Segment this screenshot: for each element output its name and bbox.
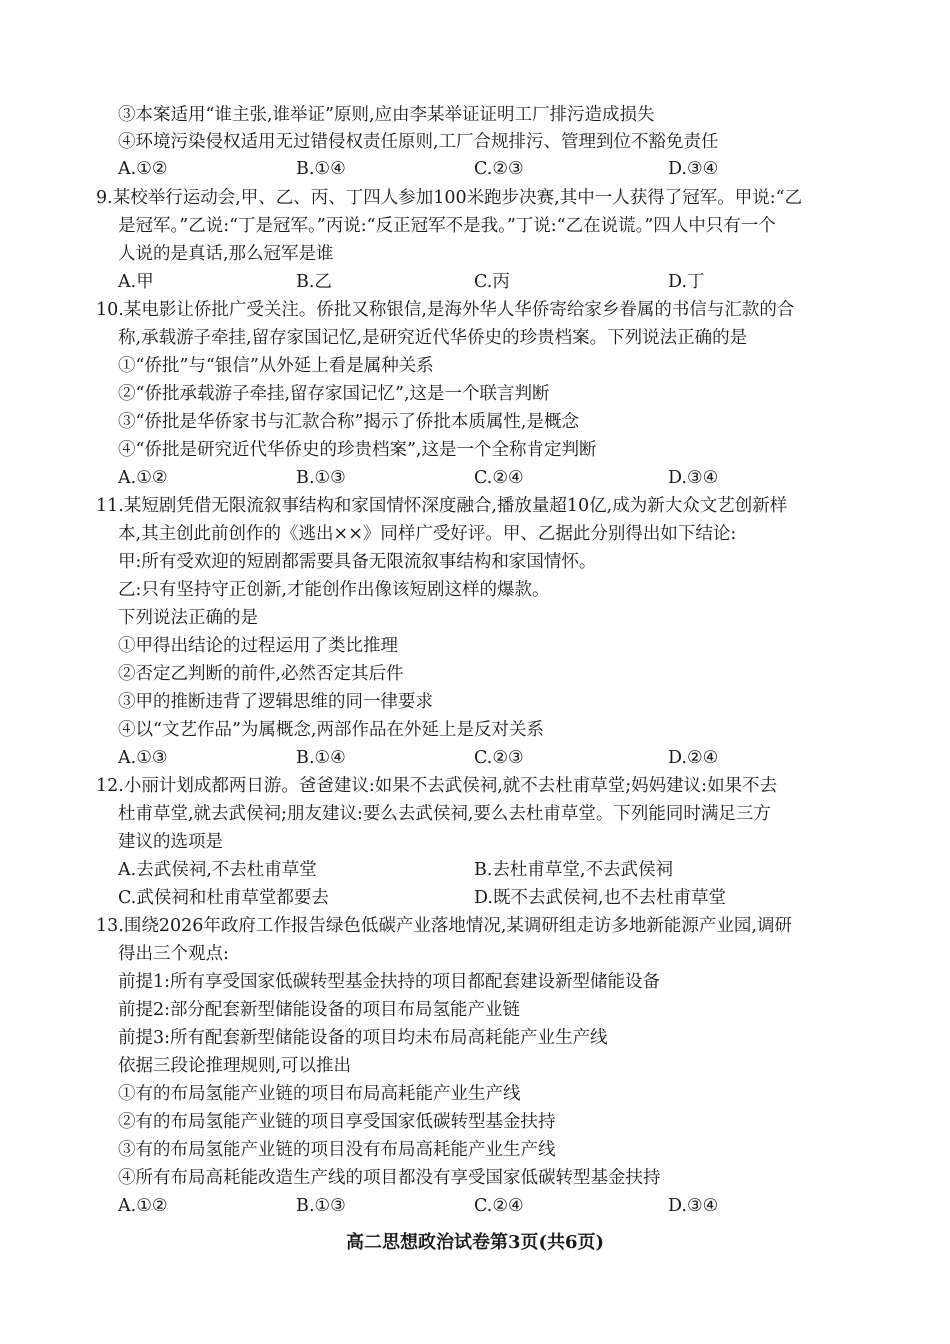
q11-statement-3: ③甲的推断违背了逻辑思维的同一律要求 xyxy=(118,692,433,712)
q9-stem-line-2: 是冠军。”乙说:“丁是冠军。”丙说:“反正冠军不是我。”丁说:“乙在说谎。”四人中只有一个 xyxy=(118,216,776,236)
q12-stem-line-3: 建议的选项是 xyxy=(118,832,223,852)
q13-option-d: D.③④ xyxy=(668,1196,719,1216)
q8-option-c: C.②③ xyxy=(474,159,524,179)
q13-stem-line-2: 得出三个观点: xyxy=(118,944,229,964)
q8-statement-4: ④环境污染侵权适用无过错侵权责任原则,工厂合规排污、管理到位不豁免责任 xyxy=(118,132,719,152)
q12-option-a: A.去武侯祠,不去杜甫草堂 xyxy=(118,860,317,880)
q13-statement-2: ②有的布局氢能产业链的项目享受国家低碳转型基金扶持 xyxy=(118,1112,556,1132)
q9-option-c: C.丙 xyxy=(474,272,510,292)
q11-conclusion-jia: 甲:所有受欢迎的短剧都需要具备无限流叙事结构和家国情怀。 xyxy=(118,552,597,572)
q13-statement-1: ①有的布局氢能产业链的项目布局高耗能产业生产线 xyxy=(118,1084,521,1104)
q10-statement-2: ②“侨批承载游子牵挂,留存家国记忆”,这是一个联言判断 xyxy=(118,384,550,404)
q8-option-b: B.①④ xyxy=(296,159,346,179)
q11-option-d: D.②④ xyxy=(668,748,719,768)
q10-option-b: B.①③ xyxy=(296,468,346,488)
q10-statement-4: ④“侨批是研究近代华侨史的珍贵档案”,这是一个全称肯定判断 xyxy=(118,440,597,460)
q11-option-c: C.②③ xyxy=(474,748,524,768)
q11-conclusion-yi: 乙:只有坚持守正创新,才能创作出像该短剧这样的爆款。 xyxy=(118,580,550,600)
q11-option-b: B.①④ xyxy=(296,748,346,768)
q10-option-c: C.②④ xyxy=(474,468,524,488)
q8-statement-3: ③本案适用“谁主张,谁举证”原则,应由李某举证证明工厂排污造成损失 xyxy=(118,105,655,125)
q13-option-a: A.①② xyxy=(118,1196,168,1216)
q9-stem-line-1: 9.某校举行运动会,甲、乙、丙、丁四人参加100米跑步决赛,其中一人获得了冠军。甲说:“乙 xyxy=(96,188,803,208)
q9-option-a: A.甲 xyxy=(118,272,154,292)
q13-question: 依据三段论推理规则,可以推出 xyxy=(118,1056,352,1076)
q9-option-b: B.乙 xyxy=(296,272,332,292)
q11-statement-2: ②否定乙判断的前件,必然否定其后件 xyxy=(118,664,404,684)
q13-premise-2: 前提2:部分配套新型储能设备的项目布局氢能产业链 xyxy=(118,1000,521,1020)
q13-premise-3: 前提3:所有配套新型储能设备的项目均未布局高耗能产业生产线 xyxy=(118,1028,608,1048)
q11-statement-4: ④以“文艺作品”为属概念,两部作品在外延上是反对关系 xyxy=(118,720,544,740)
q12-stem-line-1: 12.小丽计划成都两日游。爸爸建议:如果不去武侯祠,就不去杜甫草堂;妈妈建议:如果不去 xyxy=(96,776,778,796)
q12-option-c: C.武侯祠和杜甫草堂都要去 xyxy=(118,888,329,908)
q10-stem-line-1: 10.某电影让侨批广受关注。侨批又称银信,是海外华人华侨寄给家乡眷属的书信与汇款的合 xyxy=(96,300,795,320)
q10-statement-1: ①“侨批”与“银信”从外延上看是属种关系 xyxy=(118,356,434,376)
q12-option-b: B.去杜甫草堂,不去武侯祠 xyxy=(474,860,673,880)
q10-option-d: D.③④ xyxy=(668,468,719,488)
q12-stem-line-2: 杜甫草堂,就去武侯祠;朋友建议:要么去武侯祠,要么去杜甫草堂。下列能同时满足三方 xyxy=(118,804,771,824)
q9-option-d: D.丁 xyxy=(668,272,705,292)
q13-stem-line-1: 13.围绕2026年政府工作报告绿色低碳产业落地情况,某调研组走访多地新能源产业园,调研 xyxy=(96,916,792,936)
q8-option-d: D.③④ xyxy=(668,159,719,179)
q11-option-a: A.①③ xyxy=(118,748,168,768)
q12-option-d: D.既不去武侯祠,也不去杜甫草堂 xyxy=(474,888,727,908)
q11-stem-line-1: 11.某短剧凭借无限流叙事结构和家国情怀深度融合,播放量超10亿,成为新大众文艺创新样 xyxy=(96,496,788,516)
q11-stem-line-2: 本,其主创此前创作的《逃出××》同样广受好评。甲、乙据此分别得出如下结论: xyxy=(118,524,737,544)
q11-statement-1: ①甲得出结论的过程运用了类比推理 xyxy=(118,636,398,656)
q13-premise-1: 前提1:所有享受国家低碳转型基金扶持的项目都配套建设新型储能设备 xyxy=(118,972,661,992)
q13-option-b: B.①③ xyxy=(296,1196,346,1216)
page-footer: 高二思想政治试卷第3页(共6页) xyxy=(345,1232,605,1253)
q13-statement-4: ④所有布局高耗能改造生产线的项目都没有享受国家低碳转型基金扶持 xyxy=(118,1168,661,1188)
q13-option-c: C.②④ xyxy=(474,1196,524,1216)
q13-statement-3: ③有的布局氢能产业链的项目没有布局高耗能产业生产线 xyxy=(118,1140,556,1160)
q10-stem-line-2: 称,承载游子牵挂,留存家国记忆,是研究近代华侨史的珍贵档案。下列说法正确的是 xyxy=(118,328,748,348)
q8-option-a: A.①② xyxy=(118,159,168,179)
q10-statement-3: ③“侨批是华侨家书与汇款合称”揭示了侨批本质属性,是概念 xyxy=(118,412,579,432)
q11-question: 下列说法正确的是 xyxy=(118,608,258,628)
q9-stem-line-3: 人说的是真话,那么冠军是谁 xyxy=(118,244,334,264)
q10-option-a: A.①② xyxy=(118,468,168,488)
